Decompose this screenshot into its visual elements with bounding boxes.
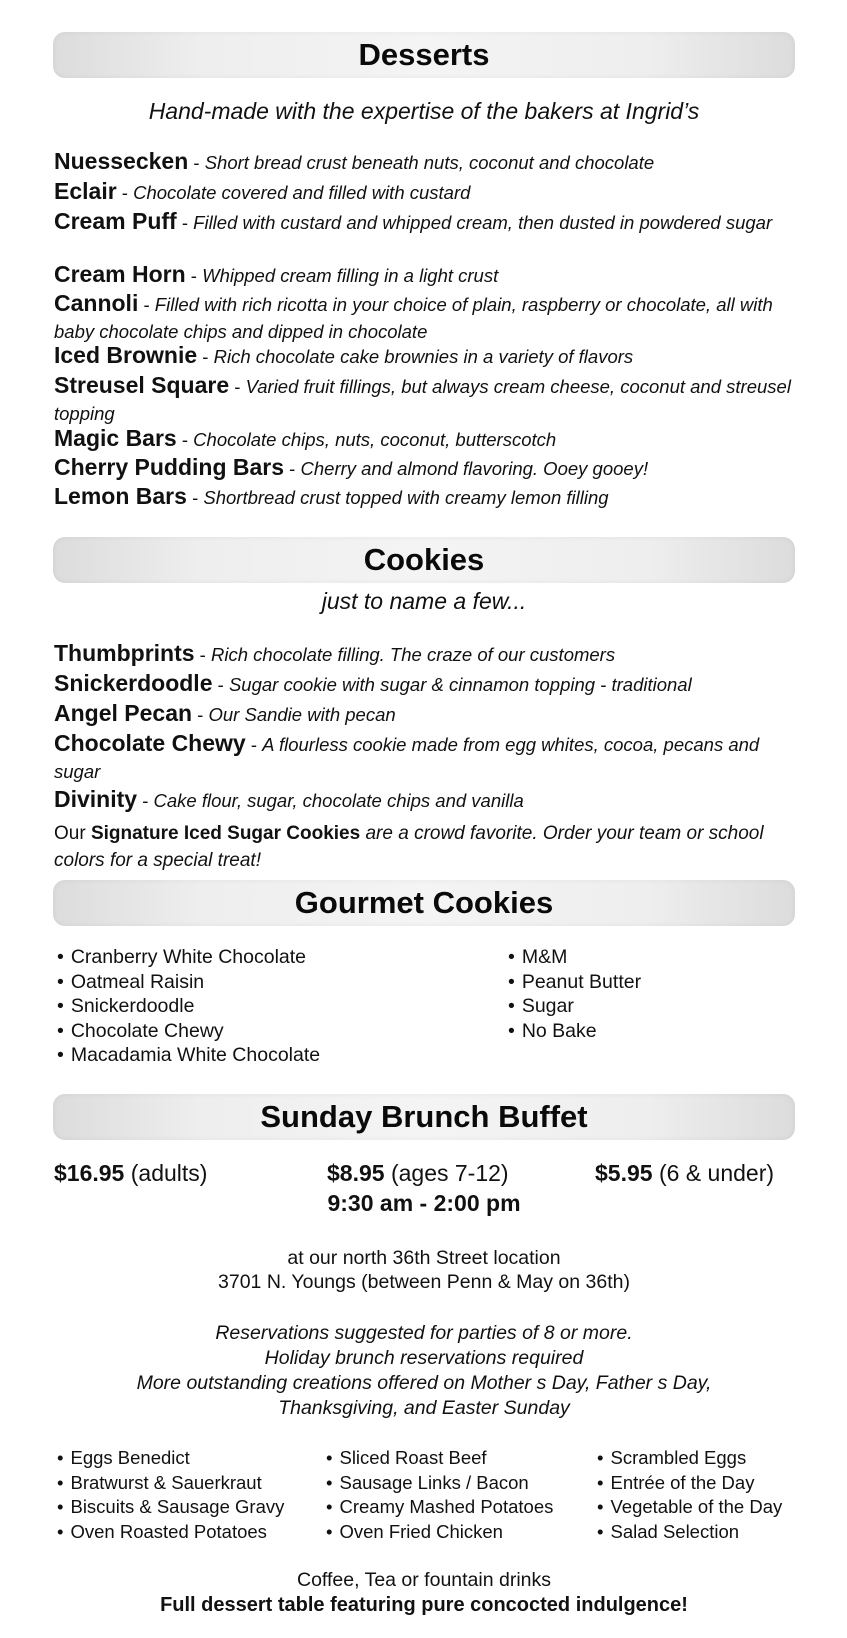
gourmet-cookies-header [53,880,795,926]
desserts-title: Desserts [358,37,490,72]
location-line-2: 3701 N. Youngs (between Penn & May on 36th) [218,1271,630,1293]
list-item: • Macadamia White Chocolate [57,1043,320,1068]
reservation-note: Holiday brunch reservations required [264,1347,584,1369]
list-item: • Creamy Mashed Potatoes [326,1495,553,1520]
list-item: • M&M [508,945,641,970]
list-item: • No Bake [508,1019,641,1044]
dessert-item: Magic Bars - Chocolate chips, nuts, coconut, butterscotch [54,425,557,451]
gourmet-list-right [508,945,641,1043]
list-item: • Sugar [508,994,641,1019]
dessert-item: Cream Puff - Filled with custard and whipped cream, then dusted in powdered sugar [54,208,773,234]
signature-cookies-note: Our Signature Iced Sugar Cookies are a crowd favorite. Order your team or school colors for a special treat! [54,823,764,871]
dessert-table-note: Full dessert table featuring pure concocted indulgence! [160,1594,688,1616]
cookies-header [53,537,795,583]
list-item: • Eggs Benedict [57,1446,284,1471]
list-item: • Snickerdoodle [57,994,320,1019]
list-item: • Oven Roasted Potatoes [57,1520,284,1545]
brunch-list-col3 [597,1446,782,1544]
brunch-hours: 9:30 am - 2:00 pm [327,1190,521,1216]
reservation-note: More outstanding creations offered on Mother s Day, Father s Day, [136,1372,712,1394]
list-item: • Scrambled Eggs [597,1446,782,1471]
cookie-item: Thumbprints - Rich chocolate filling. The craze of our customers [54,640,616,666]
drinks-note: Coffee, Tea or fountain drinks [296,1569,552,1591]
dessert-item: Lemon Bars - Shortbread crust topped with creamy lemon filling [54,483,609,509]
price-adults: $16.95 (adults) [54,1160,208,1186]
list-item: • Oven Fried Chicken [326,1520,553,1545]
location-line-1: at our north 36th Street location [287,1247,561,1269]
list-item: • Salad Selection [597,1520,782,1545]
list-item: • Sliced Roast Beef [326,1446,553,1471]
dessert-item: Cherry Pudding Bars - Cherry and almond flavoring. Ooey gooey! [54,454,649,480]
list-item: • Entrée of the Day [597,1471,782,1496]
list-item: • Peanut Butter [508,970,641,995]
desserts-header [53,32,795,78]
price-under-6: $5.95 (6 & under) [595,1160,775,1186]
list-item: • Chocolate Chewy [57,1019,320,1044]
dessert-item: Nuessecken - Short bread crust beneath nuts, coconut and chocolate [54,148,655,174]
brunch-title: Sunday Brunch Buffet [260,1099,588,1134]
cookies-title: Cookies [363,542,485,577]
brunch-list-col2 [326,1446,553,1544]
cookie-item: Angel Pecan - Our Sandie with pecan [54,700,396,726]
cookie-item: Divinity - Cake flour, sugar, chocolate chips and vanilla [54,786,524,812]
reservation-note: Reservations suggested for parties of 8 or more. [215,1322,633,1344]
list-item: • Cranberry White Chocolate [57,945,320,970]
dessert-item: Iced Brownie - Rich chocolate cake brownies in a variety of flavors [54,342,634,368]
cookie-item: Snickerdoodle - Sugar cookie with sugar & cinnamon topping - traditional [54,670,692,696]
list-item: • Biscuits & Sausage Gravy [57,1495,284,1520]
brunch-list-col1 [57,1446,284,1544]
cookies-subtitle: just to name a few... [321,588,527,614]
list-item: • Bratwurst & Sauerkraut [57,1471,284,1496]
gourmet-cookies-title: Gourmet Cookies [294,885,554,920]
list-item: • Sausage Links / Bacon [326,1471,553,1496]
dessert-item: Cannoli - Filled with rich ricotta in your choice of plain, raspberry or chocolate, all with baby chocolate chips and dipped in chocolate [54,290,773,342]
dessert-item: Eclair - Chocolate covered and filled with custard [54,178,471,204]
list-item: • Vegetable of the Day [597,1495,782,1520]
dessert-item: Cream Horn - Whipped cream filling in a light crust [54,261,499,287]
cookie-item: Chocolate Chewy - A flourless cookie made from egg whites, cocoa, pecans and sugar [54,730,760,782]
brunch-header [53,1094,795,1140]
list-item: • Oatmeal Raisin [57,970,320,995]
desserts-subtitle: Hand-made with the expertise of the bakers at Ingrid’s [148,98,700,124]
price-kids: $8.95 (ages 7-12) [327,1160,509,1186]
gourmet-list-left [57,945,320,1068]
reservation-note: Thanksgiving, and Easter Sunday [278,1397,570,1419]
dessert-item: Streusel Square - Varied fruit fillings, but always cream cheese, coconut and streusel topping [54,372,791,424]
